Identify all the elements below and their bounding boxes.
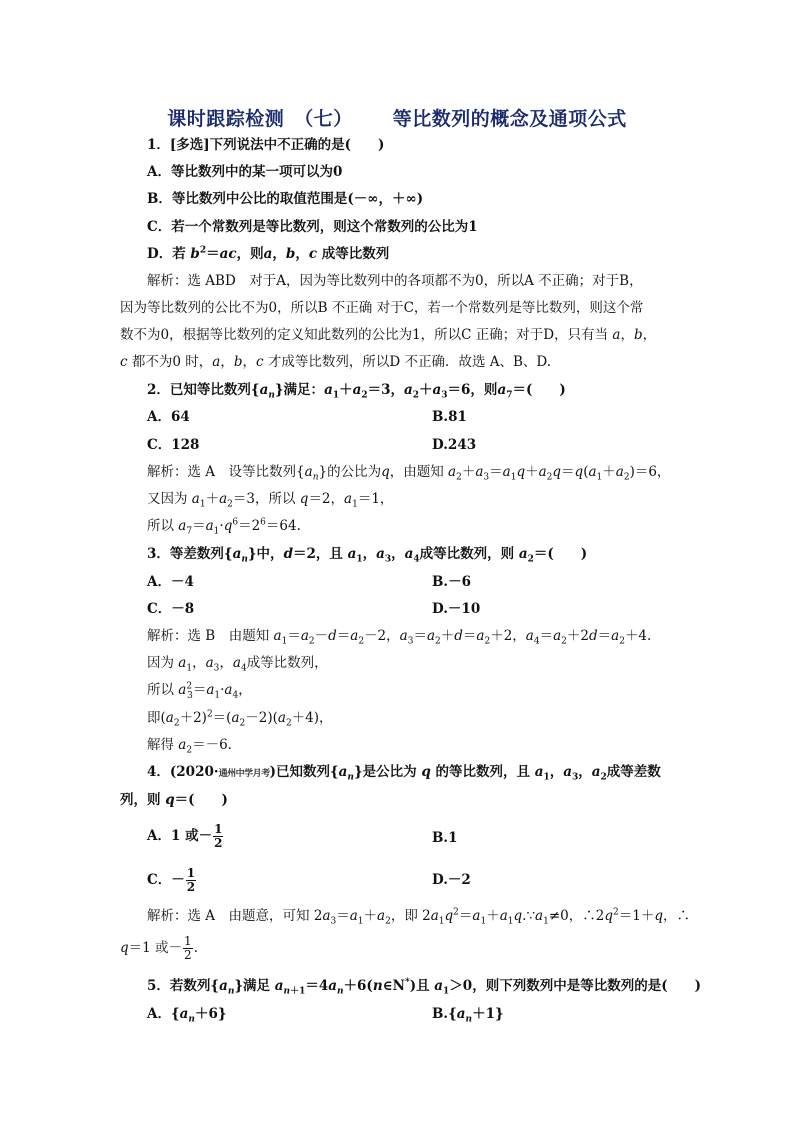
- title-part1: 课时跟踪检测 （七）: [167, 108, 353, 130]
- q1-solution-line1: 解析：选 ABD 对于A，因为等比数列中的各项都不为0，所以A 不正确；对于B，: [147, 273, 643, 289]
- q5-option-a: A．$\{a_n+6\}$: [147, 1006, 227, 1025]
- q3-solution-line3: 所以 $a^2_3=a_1\cdot a_4$，: [147, 681, 252, 701]
- q3-solution-line5: 解得 $a_2=-6$.: [147, 737, 232, 756]
- q4-option-a: A．1 或－ $\frac{1}{2}$: [147, 822, 223, 850]
- q3-option-c: C．－8: [147, 601, 195, 617]
- q5-stem: 5．若数列$\{a_n\}$满足 $a_{n+1}=4a_n+6(n\in N^*)$且 $a_1>0$，则下列数列中是等比数列的是( ): [147, 977, 701, 997]
- q1-option-d: D．若 $b^2=ac$，则a，b，c 成等比数列: [147, 245, 390, 262]
- fraction: $\frac{1}{2}$: [214, 822, 223, 850]
- q4-solution-line1: 解析：选 A 由题意，可知 $2a_3=a_1+a_2$，即 $2a_1q^2=a_1+a_1q.\because a_1\ne 0$，$\therefore 2q^2=1+q$，∴: [147, 907, 690, 927]
- q2-option-d: D.243: [432, 437, 477, 453]
- q4-solution-line2: q＝1 或－ $\frac{1}{2}$ .: [120, 934, 198, 962]
- q1-solution-line3: 数不为0，根据等比数列的定义知此数列的公比为1，所以C 正确；对于D，只有当 a，b，: [120, 327, 657, 343]
- fraction: $\frac{1}{2}$: [186, 866, 196, 894]
- q4-stem-line1: 4．(2020·通州中学月考)已知数列$\{a_n\}$是公比为 q 的等比数列，且 $a_1$，$a_3$，$a_2$成等差数: [147, 764, 661, 783]
- q2-solution-line2: 又因为 $a_1+a_2=3$，所以 q＝2，$a_1=1$，: [147, 491, 394, 510]
- q1-stem: 1．[多选]下列说法中不正确的是( ): [147, 137, 385, 153]
- q3-solution-line4: 即$(a_2+2)^2=(a_2-2)(a_2+4)$，: [147, 709, 333, 729]
- q3-option-a: A．－4: [147, 574, 194, 590]
- q3-stem: 3．等差数列$\{a_n\}$中，d＝2，且 $a_1$，$a_3$，$a_4$成等比数列，则 $a_2=$( ): [147, 546, 588, 565]
- q2-stem: 2．已知等比数列$\{a_n\}$满足：$a_1+a_2=3$，$a_2+a_3=6$，则$a_7=$( ): [147, 382, 566, 401]
- fraction: $\frac{1}{2}$: [184, 934, 192, 962]
- q1-option-c: C．若一个常数列是等比数列，则这个常数列的公比为1: [147, 219, 478, 235]
- q1-option-a: A．等比数列中的某一项可以为0: [147, 164, 343, 180]
- title-part2: 等比数列的概念及通项公式: [392, 108, 627, 130]
- q4-option-c: C．－ $\frac{1}{2}$: [147, 866, 196, 894]
- q1-solution-line4: c 都不为0 时，a，b，c 才成等比数列，所以D 不正确．故选 A、B、D.: [120, 354, 552, 370]
- q3-option-d: D.－10: [432, 601, 481, 617]
- q2-solution-line3: 所以 $a_7=a_1\cdot q^6=2^6=64$.: [147, 517, 301, 537]
- q1-solution-line2: 因为等比数列的公比不为0，所以B 不正确 对于C，若一个常数列是等比数列，则这个常: [120, 300, 644, 316]
- q3-solution-line1: 解析：选 B 由题知 $a_1=a_2-d=a_2-2$，$a_3=a_2+d=a_2+2$，$a_4=a_2+2d=a_2+4$.: [147, 628, 652, 647]
- q3-solution-line2: 因为 $a_1$，$a_3$，$a_4$成等比数列，: [147, 655, 328, 674]
- q2-option-c: C．128: [147, 437, 200, 453]
- q2-option-a: A．64: [147, 409, 190, 425]
- q4-stem-line2: 列，则 q＝( ): [120, 792, 228, 808]
- page-title: [0, 104, 794, 131]
- q3-option-b: B.－6: [432, 574, 472, 590]
- q4-option-d: D.－2: [432, 872, 471, 888]
- q4-option-b: B.1: [432, 830, 458, 846]
- q1-option-b: B．等比数列中公比的取值范围是(－∞，＋∞): [147, 191, 424, 207]
- q2-option-b: B.81: [432, 409, 467, 425]
- q4-source-note: 通州中学月考: [218, 769, 270, 779]
- q5-option-b: $B.\{a_n+1\}$: [432, 1006, 504, 1025]
- q2-solution-line1: 解析：选 A 设等比数列$\{a_n\}$的公比为q，由题知 $a_2+a_3=a_1q+a_2q=q(a_1+a_2)=6$，: [147, 464, 671, 483]
